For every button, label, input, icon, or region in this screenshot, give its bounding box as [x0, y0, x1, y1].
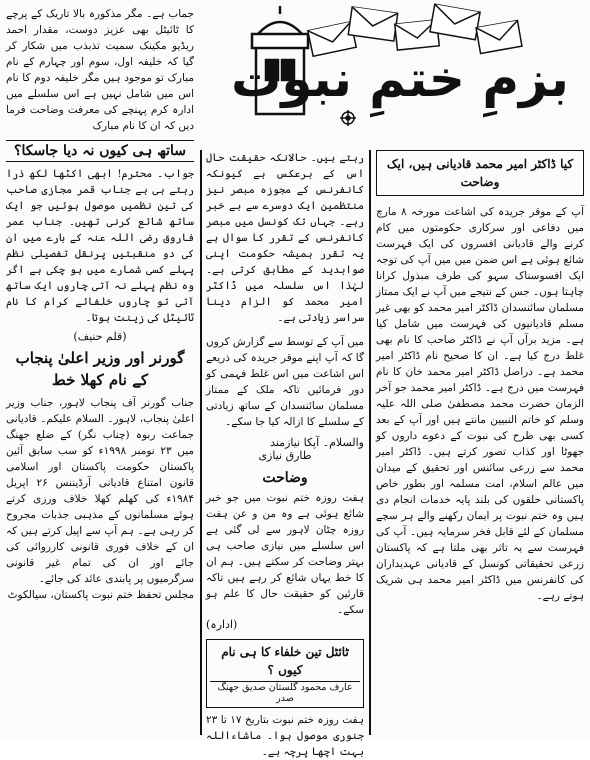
- right-heading: کیا ڈاکٹر امیر محمد قادیانی ہیں، ایک وضاحت: [386, 157, 574, 189]
- column-left: [6, 6, 194, 603]
- middle-heading-clarify: وضاحت: [262, 470, 308, 486]
- middle-title-box: [206, 639, 364, 708]
- left-letter: جناب گورنر آف پنجاب لاہور، جناب وزیر اعلیٰ پنجاب، لاہور۔ السلام علیکم۔ قادیانی جماعت ربوہ (چناب نگر) کے ضلع جھنگ میں ۲۳ نومبر ۱۹۹۸ء کو سب سابق آئین پاکستان حکومت پاکستان اور اسلامی قانون امتناع قادیانی آرڈیننس ۲۶ اپریل ۱۹۸۴ء کی کھلم کھلا خلاف ورزی کرتے ہوئے مسلمانوں کے مذہبی جذبات مجروح کر رہی ہے۔ ہم آپ سے اپیل کرتے ہیں کہ ان کے خلاف فوری قانونی کارروائی کی جائے اور ان کی تمام غیر قانونی سرگرمیوں پر پابندی عائد کی جائے۔: [6, 397, 195, 585]
- masthead-title: بزمِ ختمِ نبوت: [231, 50, 569, 108]
- left-heading-2: گورنر اور وزیر اعلیٰ پنجاب کے نام کھلا خط: [15, 349, 185, 389]
- left-heading-1: ساتھ ہی کیوں نہ دیا جاسکا؟: [6, 140, 194, 162]
- middle-para-2: میں آپ کے توسط سے گزارش کروں گا کہ آپ اپنے موقر جریدہ کی ذریعے اس اشاعت میں اس غلط فہمی کو دور فرمائیں تاکہ ملک کے ممتاز مسلمان سائنسدان کے ساتھ زیادتی کے سلسلے کا ازالہ کیا جا سکے۔: [206, 336, 364, 428]
- middle-editor-mark: (ادارہ): [206, 618, 238, 631]
- column-rule: [200, 150, 202, 735]
- right-heading-box: [376, 150, 584, 196]
- middle-closing: والسلام۔ آپکا نیازمند: [270, 436, 364, 449]
- middle-signature: طارق نیازی: [258, 449, 312, 462]
- masthead: [200, 4, 584, 142]
- column-middle: [206, 150, 364, 760]
- column-right: [376, 150, 584, 604]
- left-top-text: جماب ہے۔ مگر مذکورہ بالا تاریک کے پرچے کا ٹائیٹل بھی عزیز دوست، مقدار احمد ریڈیو مکینک سمیت تذبذب میں شکار کر گیا کہ خلیفہ اول، سوم اور چہارم کے نام مبارک تو موجود ہیں مگر خلیفہ دوم کا نام اس میں شامل نہیں ہے اس سلسلے میں ادارہ کرم پہنچے کی معرفت وضاحت فرما دیں کہ ان کا نام مبارک: [6, 8, 194, 132]
- middle-top-text: رہتے ہیں۔ حالانکہ حقیقت حال اس کے برعکس ہے کیونکہ کانفرنس کے مجوزہ مبصر نیز منتظمین ایک دوسرے سے بے خبر رہے۔ جہاں تک کونسل میں مبصر کانفرنس کے تقرر کا سوال ہے یہ تقرر ہمیشہ حکومت اپنی صوابدید کے مطابق کرتی ہے۔ لہٰذا اس سلسلہ میں ڈاکٹر امیر محمد کو الزام دینا سراسر زیادتی ہے۔: [206, 152, 364, 324]
- middle-clarify-text: ہفت روزہ ختم نبوت میں جو خبر شائع ہوئی ہے وہ من و عن ہفت روزہ چٹان لاہور سے لی گئی ہے اس سلسلے میں نیازی صاحب ہی بہتر وضاحت کر سکتے ہیں۔ ہم ان کا خط یہاں شائع کر رہے ہیں تاکہ قارئین کو حقیقت حال کا علم ہو سکے۔: [206, 492, 364, 616]
- column-rule: [369, 150, 371, 735]
- left-footer-sig: مجلس تحفظ ختم نبوت پاکستان، سیالکوٹ: [7, 589, 194, 601]
- right-body: آپ کے موقر جریدہ کی اشاعت مورخہ ۸ مارچ میں دفاعی اور سرکاری حکومتوں میں کام کرنے والے قادیانی افسروں کی ایک فہرست شائع ہوئی ہے اس ضمن میں میں آپ کی توجہ ایک افسوسناک سہو کی طرف مبذول کرانا چاہتا ہوں۔ جس کے نتیجے میں آپ نے ایک ممتاز مسلمان سائنسدان ڈاکٹر امیر محمد کو بھی غیر مسلم قادیانیوں کی فہرست میں شامل کیا ہے۔ مزید برآں آپ نے ڈاکٹر صاحب کا نام بھی غلط درج کیا ہے۔ ان کا صحیح نام ڈاکٹر امیر محمد ہے۔ دراصل ڈاکٹر امیر محمد خان کا نام فہرست میں درج ہے۔ ڈاکٹر امیر محمد جو آخر الزمان حضرت محمد مصطفیٰ صلی اللہ علیہ وسلم کو خاتم النبیین مانتے ہیں اور آپ کے بعد کسی بھی طرح کی نبوت کے دعوے داروں کو جھوٹا اور کذاب تصور کرتے ہیں۔ ڈاکٹر امیر محمد سے زرعی سائنس اور تحقیق کے میدان میں عالم اسلام، امت مسلمہ اور بطور خاص پاکستانی حلقوں کی بلند پایہ خدمات انجام دی ہیں وہ ختم نبوت پر ایمان رکھنے والے ہر سچے مسلمان کے لئے قابل فخر سرمایہ ہیں۔ آپ کی فہرست سے یہ تاثر بھی ملتا ہے کہ پاکستان زرعی تحقیقاتی کونسل کے قادیانی عہدیداران کی کانفرنس میں ڈاکٹر امیر محمد ہی شریک ہوتے رہے۔: [376, 206, 584, 602]
- middle-box-byline: عارف محمود گلستان صدیق جھنگ صدر: [210, 681, 360, 704]
- left-editor-note: (قلم حنیف): [73, 330, 127, 343]
- left-answer-1: جواب۔ محترم! ابھی اکٹھا لکھ ذرا رہتے ہی ہے جناب قمر مجازی صاحب کی تین نظمیں موصول ہوئیں جو ایک ساتھ شائع کرنی تھیں۔ جناب عمر فاروق رضی اللہ عنہ کے بارے میں ان کی دو منقبتیں پرنقل تفصیلی نظم پہلے کسی شمارے میں ہو چکی ہے اگر وہ نظم پہلے نہ آتی چاروں ایک ساتھ آتی تو چاروں خلفائے کرام کا نام ٹائیٹل کی زینت ہوتا۔: [6, 168, 194, 324]
- middle-box-title: ٹائٹل تین خلفاء کا ہی نام کیوں ؟: [221, 645, 349, 677]
- middle-bottom-text: ہفت روزہ ختم نبوت بتاریخ ۱۷ تا ۲۳ جنوری موصول ہوا۔ ماشاءاللہ بہت اچھا پرچہ ہے۔: [206, 714, 364, 758]
